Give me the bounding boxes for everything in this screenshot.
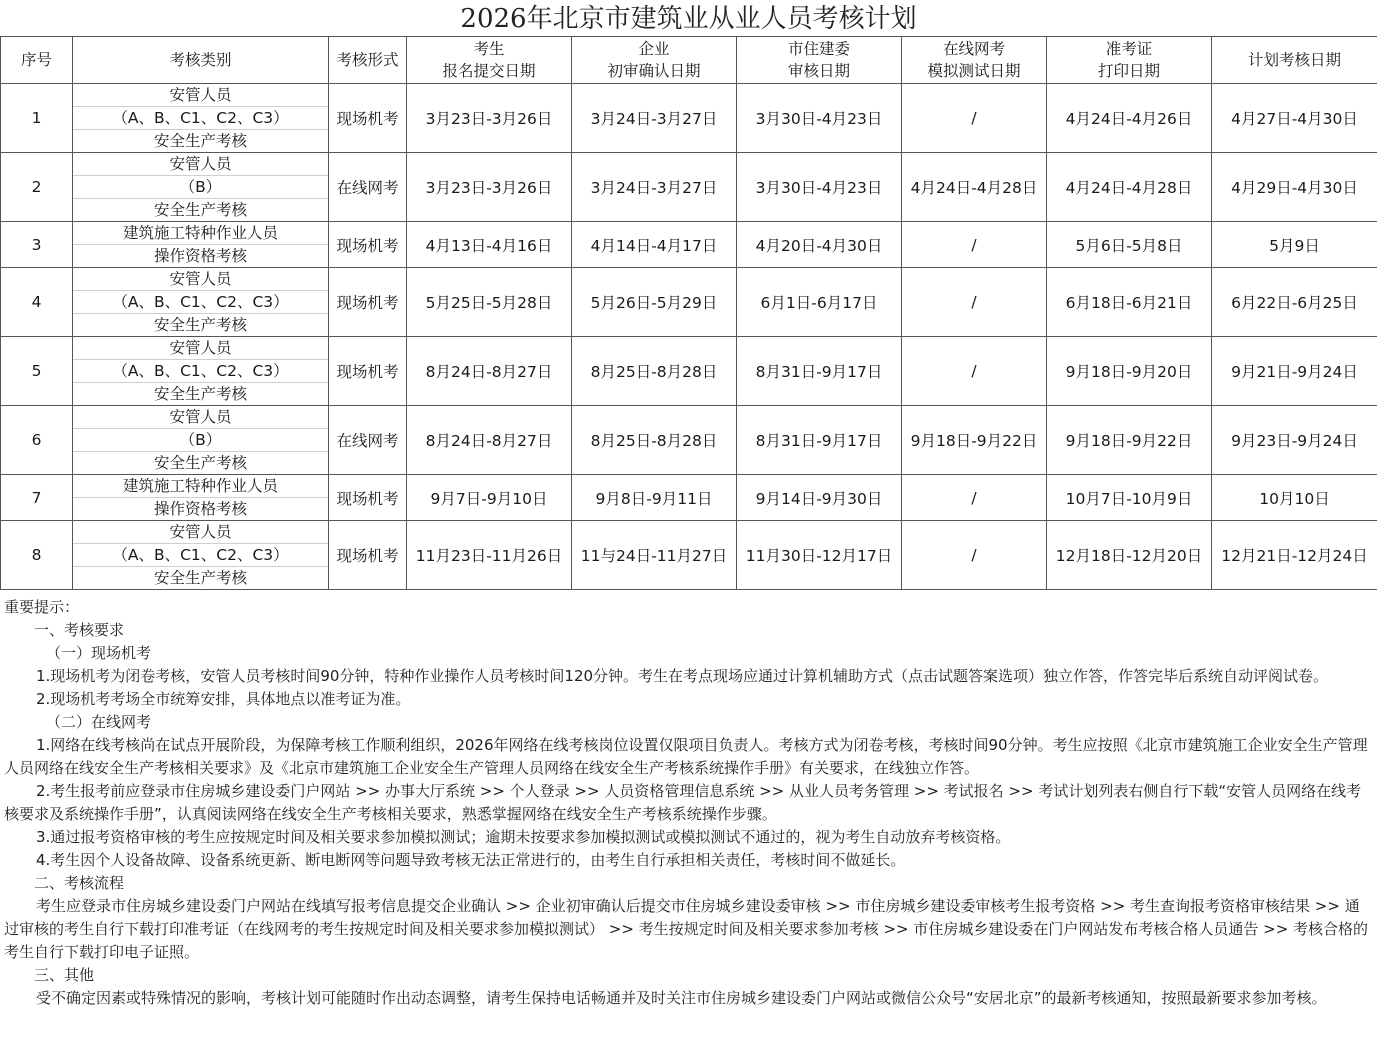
column-header-label: 模拟测试日期 bbox=[927, 62, 1021, 80]
exam-form-cell: 现场机考 bbox=[329, 521, 407, 590]
category-line: 安全生产考核 bbox=[153, 454, 247, 472]
column-header-label: 初审确认日期 bbox=[607, 62, 701, 80]
category-line: （A、B、C1、C2、C3） bbox=[73, 544, 328, 567]
commission-review-date-cell: 8月31日-9月17日 bbox=[737, 337, 902, 406]
category-line: 安管人员 bbox=[73, 268, 328, 291]
table-row bbox=[1, 222, 1377, 268]
commission-review-date-cell: 6月1日-6月17日 bbox=[737, 268, 902, 337]
table-body bbox=[1, 84, 1377, 590]
admission-ticket-date-cell: 5月6日-5月8日 bbox=[1047, 222, 1212, 268]
column-header-label: 序号 bbox=[20, 51, 52, 69]
column-header-label: 在线网考 bbox=[942, 40, 1005, 58]
company-review-date-cell: 4月14日-4月17日 bbox=[572, 222, 737, 268]
mock-test-date-cell: 9月18日-9月22日 bbox=[902, 406, 1047, 475]
commission-review-date-cell: 3月30日-4月23日 bbox=[737, 153, 902, 222]
registration-date-cell: 11月23日-11月26日 bbox=[407, 521, 572, 590]
column-header-label: 准考证 bbox=[1105, 40, 1153, 58]
company-review-date-cell: 9月8日-9月11日 bbox=[572, 475, 737, 521]
note-paragraph: 1.现场机考为闭卷考核，安管人员考核时间90分钟，特种作业操作人员考核时间120分钟。考生在考点现场应通过计算机辅助方式（点击试题答案选项）独立作答，作答完毕后系统自动评阅试卷。 bbox=[36, 667, 1329, 685]
registration-date-cell: 4月13日-4月16日 bbox=[407, 222, 572, 268]
category-line: （B） bbox=[73, 176, 328, 199]
admission-ticket-date-cell: 6月18日-6月21日 bbox=[1047, 268, 1212, 337]
commission-review-date-cell: 8月31日-9月17日 bbox=[737, 406, 902, 475]
row-number-cell: 4 bbox=[1, 268, 73, 337]
category-cell bbox=[73, 222, 329, 268]
company-review-date-cell: 3月24日-3月27日 bbox=[572, 84, 737, 153]
commission-review-date-cell: 3月30日-4月23日 bbox=[737, 84, 902, 153]
admission-ticket-date-cell: 4月24日-4月28日 bbox=[1047, 153, 1212, 222]
column-header bbox=[329, 37, 407, 84]
note-paragraph: 考生应登录市住房城乡建设委门户网站在线填写报考信息提交企业确认 >> 企业初审确认后提交市住房城乡建设委审核 >> 市住房城乡建设委审核考生报考资格 >> 考生查询报考资格审核结果 >> 通过审核的考生自行下载打印准考证（在线网考的考生按规定时间及相关要求参加模拟测试） >> 考生按规定时间及相关要求参加考核 >> 市住房城乡建设委在门户网站发布考核合格人员通告 >> 考核合格的考生自行下载打印电子证照。 bbox=[4, 897, 1369, 961]
column-header-label: 企业 bbox=[638, 40, 670, 58]
planned-exam-date-cell: 9月21日-9月24日 bbox=[1212, 337, 1377, 406]
row-number-cell: 2 bbox=[1, 153, 73, 222]
column-header-label: 考生 bbox=[473, 40, 505, 58]
mock-test-date-cell: / bbox=[902, 337, 1047, 406]
category-cell bbox=[73, 521, 329, 590]
planned-exam-date-cell: 5月9日 bbox=[1212, 222, 1377, 268]
table-row bbox=[1, 337, 1377, 406]
registration-date-cell: 3月23日-3月26日 bbox=[407, 153, 572, 222]
mock-test-date-cell: 4月24日-4月28日 bbox=[902, 153, 1047, 222]
admission-ticket-date-cell: 10月7日-10月9日 bbox=[1047, 475, 1212, 521]
company-review-date-cell: 11与24日-11月27日 bbox=[572, 521, 737, 590]
category-line: 安管人员 bbox=[73, 521, 328, 544]
table-header bbox=[1, 37, 1377, 84]
column-header bbox=[902, 37, 1047, 84]
column-header-label: 考核形式 bbox=[336, 51, 399, 69]
mock-test-date-cell: / bbox=[902, 521, 1047, 590]
commission-review-date-cell: 9月14日-9月30日 bbox=[737, 475, 902, 521]
registration-date-cell: 3月23日-3月26日 bbox=[407, 84, 572, 153]
planned-exam-date-cell: 4月27日-4月30日 bbox=[1212, 84, 1377, 153]
note-paragraph: 2.现场机考考场全市统筹安排，具体地点以准考证为准。 bbox=[36, 690, 411, 708]
exam-form-cell: 在线网考 bbox=[329, 153, 407, 222]
table-row bbox=[1, 521, 1377, 590]
admission-ticket-date-cell: 9月18日-9月20日 bbox=[1047, 337, 1212, 406]
category-line: 安管人员 bbox=[73, 406, 328, 429]
column-header bbox=[737, 37, 902, 84]
registration-date-cell: 9月7日-9月10日 bbox=[407, 475, 572, 521]
category-cell bbox=[73, 84, 329, 153]
category-line: （A、B、C1、C2、C3） bbox=[73, 107, 328, 130]
company-review-date-cell: 8月25日-8月28日 bbox=[572, 406, 737, 475]
registration-date-cell: 8月24日-8月27日 bbox=[407, 406, 572, 475]
category-cell bbox=[73, 153, 329, 222]
table-row bbox=[1, 153, 1377, 222]
row-number-cell: 7 bbox=[1, 475, 73, 521]
company-review-date-cell: 5月26日-5月29日 bbox=[572, 268, 737, 337]
category-line: 安全生产考核 bbox=[153, 201, 247, 219]
section-exam-requirements: 一、考核要求 bbox=[34, 621, 125, 639]
commission-review-date-cell: 11月30日-12月17日 bbox=[737, 521, 902, 590]
table-row bbox=[1, 406, 1377, 475]
category-line: 建筑施工特种作业人员 bbox=[73, 475, 328, 498]
column-header bbox=[1, 37, 73, 84]
column-header bbox=[1047, 37, 1212, 84]
section-exam-process: 二、考核流程 bbox=[34, 874, 125, 892]
category-line: 操作资格考核 bbox=[153, 500, 247, 518]
row-number-cell: 3 bbox=[1, 222, 73, 268]
category-cell bbox=[73, 268, 329, 337]
company-review-date-cell: 3月24日-3月27日 bbox=[572, 153, 737, 222]
table-row bbox=[1, 84, 1377, 153]
planned-exam-date-cell: 12月21日-12月24日 bbox=[1212, 521, 1377, 590]
exam-form-cell: 在线网考 bbox=[329, 406, 407, 475]
category-line: 安全生产考核 bbox=[153, 316, 247, 334]
exam-form-cell: 现场机考 bbox=[329, 475, 407, 521]
registration-date-cell: 5月25日-5月28日 bbox=[407, 268, 572, 337]
note-paragraph: 2.考生报考前应登录市住房城乡建设委门户网站 >> 办事大厅系统 >> 个人登录 >> 人员资格管理信息系统 >> 从业人员考务管理 >> 考试报名 >> 考试计划列表右侧自行下载“安管人员网络在线考核要求及系统操作手册”，认真阅读网络在线安全生产考核相关要求，熟悉掌握网络在线安全生产考核系统操作步骤。 bbox=[4, 782, 1362, 823]
column-header-label: 考核类别 bbox=[169, 51, 232, 69]
category-line: 操作资格考核 bbox=[153, 247, 247, 265]
note-paragraph: 受不确定因素或特殊情况的影响，考核计划可能随时作出动态调整，请考生保持电话畅通并及时关注市住房城乡建设委门户网站或微信公众号“安居北京”的最新考核通知，按照最新要求参加考核。 bbox=[36, 989, 1327, 1007]
category-line: （A、B、C1、C2、C3） bbox=[73, 291, 328, 314]
exam-form-cell: 现场机考 bbox=[329, 268, 407, 337]
category-cell bbox=[73, 475, 329, 521]
category-line: （B） bbox=[73, 429, 328, 452]
mock-test-date-cell: / bbox=[902, 84, 1047, 153]
category-cell bbox=[73, 406, 329, 475]
registration-date-cell: 8月24日-8月27日 bbox=[407, 337, 572, 406]
note-paragraph: 1.网络在线考核尚在试点开展阶段，为保障考核工作顺利组织，2026年网络在线考核岗位设置仅限项目负责人。考核方式为闭卷考核，考核时间90分钟。考生应按照《北京市建筑施工企业安全生产管理人员网络在线安全生产考核相关要求》及《北京市建筑施工企业安全生产管理人员网络在线安全生产考核系统操作手册》有关要求，在线独立作答。 bbox=[4, 736, 1368, 777]
note-paragraph: 4.考生因个人设备故障、设备系统更新、断电断网等问题导致考核无法正常进行的，由考生自行承担相关责任，考核时间不做延长。 bbox=[36, 851, 906, 869]
exam-form-cell: 现场机考 bbox=[329, 337, 407, 406]
exam-form-cell: 现场机考 bbox=[329, 222, 407, 268]
column-header bbox=[572, 37, 737, 84]
category-line: 安管人员 bbox=[73, 337, 328, 360]
row-number-cell: 1 bbox=[1, 84, 73, 153]
commission-review-date-cell: 4月20日-4月30日 bbox=[737, 222, 902, 268]
category-line: 安管人员 bbox=[73, 153, 328, 176]
planned-exam-date-cell: 6月22日-6月25日 bbox=[1212, 268, 1377, 337]
planned-exam-date-cell: 9月23日-9月24日 bbox=[1212, 406, 1377, 475]
note-paragraph: 3.通过报考资格审核的考生应按规定时间及相关要求参加模拟测试；逾期未按要求参加模拟测试或模拟测试不通过的，视为考生自动放弃考核资格。 bbox=[36, 828, 1011, 846]
row-number-cell: 6 bbox=[1, 406, 73, 475]
column-header-label: 市住建委 bbox=[787, 40, 850, 58]
column-header-label: 报名提交日期 bbox=[442, 62, 536, 80]
section-other: 三、其他 bbox=[34, 966, 95, 984]
column-header bbox=[1212, 37, 1377, 84]
category-line: 安全生产考核 bbox=[153, 132, 247, 150]
category-line: 建筑施工特种作业人员 bbox=[73, 222, 328, 245]
column-header bbox=[407, 37, 572, 84]
planned-exam-date-cell: 10月10日 bbox=[1212, 475, 1377, 521]
category-cell bbox=[73, 337, 329, 406]
mock-test-date-cell: / bbox=[902, 222, 1047, 268]
mock-test-date-cell: / bbox=[902, 268, 1047, 337]
category-line: 安全生产考核 bbox=[153, 385, 247, 403]
page-title: 2026年北京市建筑业从业人员考核计划 bbox=[460, 4, 917, 34]
mock-test-date-cell: / bbox=[902, 475, 1047, 521]
subsection-online-exam: （二）在线网考 bbox=[46, 713, 152, 731]
column-header-label: 审核日期 bbox=[787, 62, 850, 80]
subsection-onsite-exam: （一）现场机考 bbox=[46, 644, 152, 662]
category-line: （A、B、C1、C2、C3） bbox=[73, 360, 328, 383]
planned-exam-date-cell: 4月29日-4月30日 bbox=[1212, 153, 1377, 222]
exam-plan-table bbox=[0, 36, 1377, 590]
important-notes bbox=[4, 596, 1370, 1010]
exam-form-cell: 现场机考 bbox=[329, 84, 407, 153]
table-row bbox=[1, 268, 1377, 337]
notes-heading: 重要提示： bbox=[4, 598, 80, 616]
category-line: 安全生产考核 bbox=[153, 569, 247, 587]
admission-ticket-date-cell: 12月18日-12月20日 bbox=[1047, 521, 1212, 590]
company-review-date-cell: 8月25日-8月28日 bbox=[572, 337, 737, 406]
row-number-cell: 5 bbox=[1, 337, 73, 406]
table-row bbox=[1, 475, 1377, 521]
admission-ticket-date-cell: 4月24日-4月26日 bbox=[1047, 84, 1212, 153]
column-header bbox=[73, 37, 329, 84]
column-header-label: 打印日期 bbox=[1097, 62, 1160, 80]
column-header-label: 计划考核日期 bbox=[1247, 51, 1341, 69]
admission-ticket-date-cell: 9月18日-9月22日 bbox=[1047, 406, 1212, 475]
category-line: 安管人员 bbox=[73, 84, 328, 107]
row-number-cell: 8 bbox=[1, 521, 73, 590]
